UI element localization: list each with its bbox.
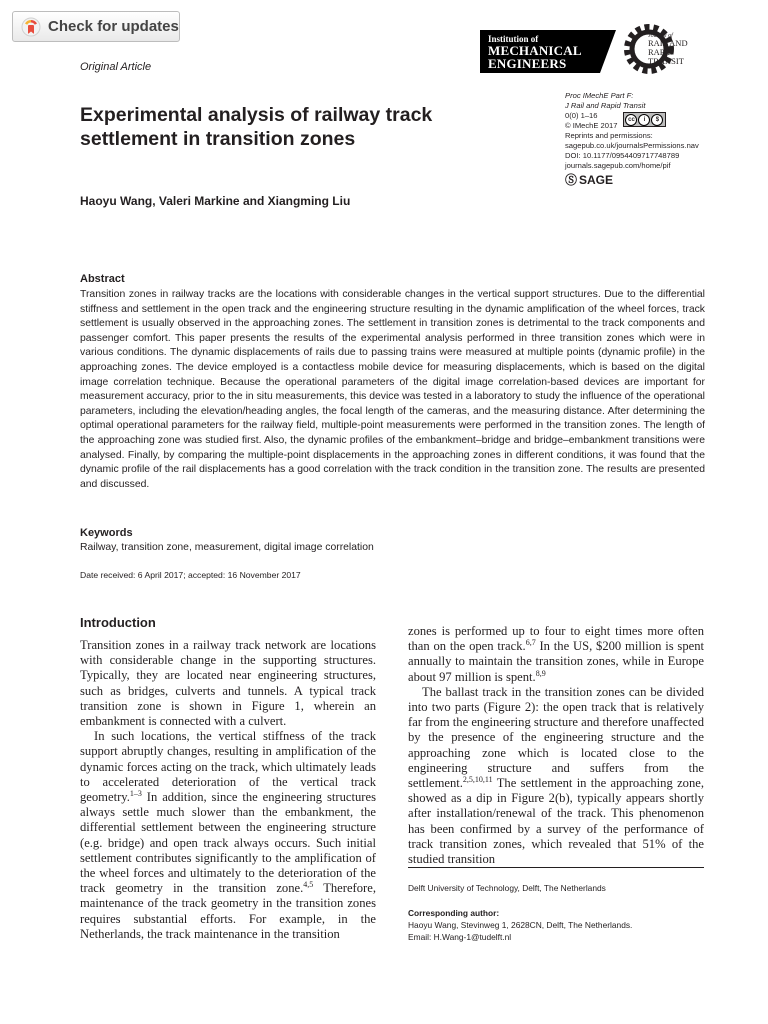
keywords-body: Railway, transition zone, measurement, digital image correlation (80, 542, 374, 553)
meta-line8[interactable]: journals.sagepub.com/home/pif (565, 161, 671, 170)
citation[interactable]: 4,5 (303, 880, 314, 890)
sage-icon: Ⓢ (565, 173, 578, 187)
paragraph: zones is performed up to four to eight times more often than on the open track.$^{6,7}$ In the US, $200 million is spent annually to maintain the transition zones, while in Europe about 97 million is spent.$^{8,9}$ (408, 624, 704, 684)
keywords-heading: Keywords (80, 527, 133, 539)
article-type: Original Article (80, 61, 152, 73)
meta-line6[interactable]: sagepub.co.uk/journalsPermissions.nav (565, 141, 699, 150)
citation[interactable]: 6,7 (525, 638, 536, 648)
imeche-line1: Institution of (488, 34, 539, 44)
article-metadata (565, 91, 725, 185)
corresponding-author-heading: Corresponding author: (408, 908, 500, 918)
cc-by-icon: i (638, 114, 650, 126)
introduction-heading: Introduction (80, 615, 156, 630)
cc-nc-icon: $ (651, 114, 663, 126)
abstract-body: Transition zones in railway tracks are the locations with considerable changes in the vertical support structures. Due to the differential stiffness and settlement in the open track and the engineering structure resulting in the dynamic amplification of the wheel forces, track settlement is usually observed in the approaching zones. The settlement in transition zones is detrimental to the track components and passenger comfort. This paper presents the results of the experimental analysis performed in three transition zones which were in various conditions. The dynamic displacements of rails due to passing trains were measured at multiple points (dynamic profile) in the approaching zones. The device employed is a contactless mobile device for measuring displacements, which is based on the digital image correlation technique. Because the operational parameters of the digital image correlation-based devices are important for measurement accuracy, prior to the in situ measurements, this device was tested in a laboratory to study the influence of the operational parameters, including the elevation/heading angles, the focal length of the cameras, and the measuring distance. After determining the optimal operational parameters for the railway field, multiple-point measurements were performed in the transition zones. The length of the approaching zone was studied first. Also, the dynamic profiles of the embankment–bridge and bridge–embankment transitions were analysed. Finally, by comparing the multiple-point displacements in the approaching zones in different conditions, it was found that the dynamic profile of the rail displacements has a good correlation with the track condition in the transition zone. The results are presented and discussed. (80, 289, 705, 490)
meta-line5: Reprints and permissions: (565, 131, 653, 140)
imeche-line3: ENGINEERS (488, 56, 567, 71)
journal-line3: RAPID TRANSIT (648, 47, 684, 67)
date-received: Date received: 6 April 2017; accepted: 16 November 2017 (80, 570, 301, 580)
check-for-updates-icon (21, 17, 41, 37)
citation[interactable]: 1–3 (129, 789, 142, 799)
check-for-updates-button[interactable] (12, 11, 180, 42)
abstract-heading: Abstract (80, 273, 125, 285)
corresponding-author-address: Haoyu Wang, Stevinweg 1, 2628CN, Delft, The Netherlands. (408, 920, 633, 930)
cc-circle: cc (625, 114, 637, 126)
meta-line7[interactable]: DOI: 10.1177/0954409717748789 (565, 151, 680, 160)
footnote-divider (408, 867, 704, 868)
body-column-right (408, 624, 704, 867)
paragraph: In such locations, the vertical stiffness of the track support abruptly changes, resulting in amplification of the dynamic forces acting on the track, which ultimately leads to accelerated deterioration of the vertical track geometry.$^{1-3}$ In addition, since the engineering structures always settle much slower than the embankment, the differential settlement between the engineering structure (e.g. bridge) and open track always occurs. Such initial settlement contributes significantly to the amplification of the wheel forces and ultimately to the deterioration of the track geometry in the transition zone.$^{4,5}$ Therefore, maintenance of the track geometry in the transition zones requires substantial efforts. For example, in the Netherlands, the track maintenance in the transition (80, 729, 376, 941)
journal-logo (620, 20, 710, 78)
imeche-logo (480, 30, 616, 73)
article-title: Experimental analysis of railway track settlement in transition zones (80, 104, 433, 150)
corresponding-author-email[interactable]: Email: H.Wang-1@tudelft.nl (408, 932, 512, 942)
body-column-left (80, 638, 376, 942)
meta-line3: 0(0) 1–16 (565, 111, 598, 120)
journal-line1: Journal of (648, 33, 673, 39)
citation[interactable]: 8,9 (535, 668, 546, 678)
author-list: Haoyu Wang, Valeri Markine and Xiangming Liu (80, 194, 351, 208)
paragraph: The ballast track in the transition zones can be divided into two parts (Figure 2): the open track that is relatively far from the engineering structure and therefore unaffected by the presence of the engineering structure and the approaching zone which is located close to the engineering structure and suffers from the settlement.$^{2,5,10,11}$ The settlement in the approaching zone, showed as a dip in Figure 2(b), typically appears shortly after installation/renewal of the track. This phenomenon has been confirmed by a survey of the performance of track transition zones, which revealed that 51% of the studied transition (408, 684, 704, 867)
paragraph: Transition zones in a railway track network are locations with considerable change in the supporting structures. Typically, they are located near engineering structures, such as bridges, culverts and tunnels. A typical track transition zone is shown in Figure 1, wherein an embankment is connected with a culvert. (80, 638, 376, 729)
meta-line1: Proc IMechE Part F: (565, 91, 634, 100)
imeche-line2: MECHANICAL (488, 43, 582, 58)
check-for-updates-label: Check for updates (48, 18, 179, 35)
creative-commons-icon (623, 112, 666, 127)
affiliation: Delft University of Technology, Delft, The Netherlands (408, 883, 606, 893)
citation[interactable]: 2,5,10,11 (462, 775, 493, 785)
meta-line2: J Rail and Rapid Transit (565, 101, 646, 110)
sage-logo (565, 175, 725, 185)
meta-line4: © IMechE 2017 (565, 121, 618, 130)
journal-line2: RAIL AND (648, 38, 688, 49)
sage-label: SAGE (579, 173, 614, 187)
